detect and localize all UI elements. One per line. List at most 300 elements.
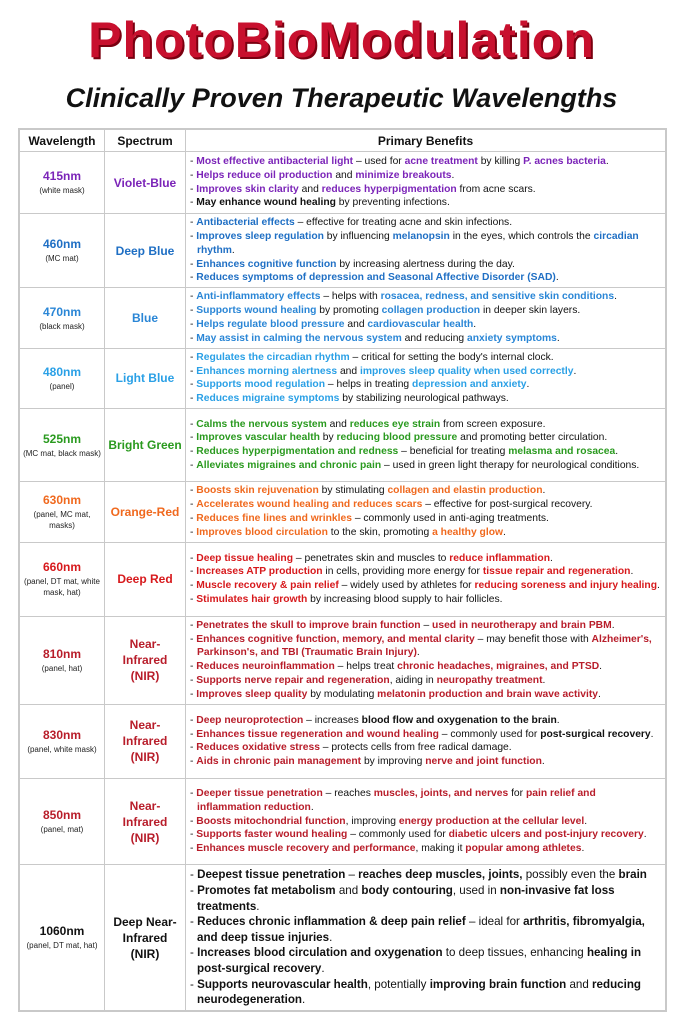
page-title: PhotoBioModulation <box>88 12 595 68</box>
bullet-dash: - <box>190 432 197 444</box>
benefit-text: by improving <box>361 756 426 768</box>
benefit-text: blood flow and oxygenation to the brain <box>361 714 557 726</box>
bullet-dash: - <box>190 183 197 195</box>
wavelength-cell <box>20 214 105 288</box>
bullet-dash: - <box>190 272 197 284</box>
benefit-text: post-surgical recovery <box>540 728 651 740</box>
benefit-item <box>189 258 662 272</box>
benefit-text: by stabilizing neurological pathways. <box>339 393 509 405</box>
benefit-text: . <box>615 446 619 458</box>
benefit-text: Reduces symptoms of depression and Seasonal Affective Disorder (SAD) <box>196 272 556 284</box>
benefit-item <box>189 155 662 169</box>
benefit-text: improves sleep quality when used correctly <box>359 365 574 377</box>
table-row <box>20 214 666 288</box>
benefit-text: for <box>508 788 526 800</box>
benefit-item <box>189 318 662 332</box>
bullet-dash: - <box>190 843 197 855</box>
bullet-dash: - <box>190 499 197 511</box>
bullet-dash: - <box>190 459 197 471</box>
spectrum-cell <box>105 214 186 288</box>
benefit-text: to the skin, promoting <box>327 526 433 538</box>
spectrum-label: Blue <box>131 311 158 325</box>
benefit-text: – <box>345 868 359 882</box>
wavelength-cell <box>20 482 105 542</box>
benefit-text: May assist in calming the nervous system <box>196 332 402 344</box>
benefit-text: . <box>643 829 647 841</box>
spectrum-label: Orange-Red <box>110 504 180 519</box>
benefit-text: Enhances muscle recovery and performance <box>196 843 416 855</box>
benefit-text: by increasing alertness during the day. <box>336 258 515 270</box>
benefit-text: Muscle recovery & pain relief <box>196 580 339 592</box>
bullet-dash: - <box>190 619 197 631</box>
benefit-text: . <box>584 815 588 827</box>
benefit-item <box>189 351 662 365</box>
bullet-dash: - <box>190 884 198 897</box>
bullet-dash: - <box>190 633 197 645</box>
benefit-text: in deeper skin layers. <box>480 305 581 317</box>
benefit-item <box>189 787 662 815</box>
benefit-text: – widely used by athletes for <box>338 580 475 592</box>
wavelength-cell <box>20 152 105 214</box>
bullet-dash: - <box>190 728 197 740</box>
bullet-dash: - <box>190 258 197 270</box>
bullet-dash: - <box>190 418 197 430</box>
benefit-text: . <box>416 647 420 659</box>
wavelength-value: 1060nm <box>39 924 85 939</box>
benefits-cell <box>186 409 666 482</box>
wavelength-value: 415nm <box>42 169 82 184</box>
wavelength-value: 460nm <box>42 237 82 252</box>
benefit-text: – effective for treating acne and skin infections. <box>294 217 513 229</box>
table-row <box>20 616 666 704</box>
benefit-item <box>189 332 662 346</box>
wavelength-value: 830nm <box>42 727 82 742</box>
benefit-item <box>189 216 662 230</box>
benefit-text: – helps in treating <box>325 379 413 391</box>
benefit-text: anxiety symptoms <box>467 332 557 344</box>
bullet-dash: - <box>190 593 197 605</box>
benefit-item <box>189 755 662 769</box>
benefit-text: – <box>420 619 433 631</box>
benefit-text: . <box>473 319 477 330</box>
benefit-text: arthritis, fibromyalgia, and deep tissue injuries <box>197 915 645 944</box>
benefit-text: – commonly used for <box>347 829 449 841</box>
benefit-text: by killing <box>477 155 524 167</box>
wavelength-value: 660nm <box>42 560 82 575</box>
benefit-text: Enhances cognitive function <box>196 258 337 270</box>
benefit-text: Increases blood circulation and oxygenation <box>197 946 443 960</box>
benefit-item <box>189 565 662 579</box>
benefit-text: Improves vascular health <box>196 432 320 444</box>
bullet-dash: - <box>190 351 197 363</box>
benefit-item <box>189 512 662 526</box>
wavelength-cell <box>20 778 105 864</box>
benefit-text: Deepest tissue penetration <box>197 868 346 882</box>
wavelength-device-note: (MC mat) <box>45 254 79 264</box>
benefit-text: cardiovascular health <box>367 319 474 330</box>
wavelength-cell <box>20 288 105 348</box>
bullet-dash: - <box>190 169 197 181</box>
benefit-text: circadian rhythm <box>197 231 639 256</box>
bullet-dash: - <box>190 688 197 700</box>
benefit-text: . <box>573 365 577 377</box>
benefit-text: body contouring <box>361 884 453 897</box>
bullet-dash: - <box>190 305 197 317</box>
bullet-dash: - <box>190 485 197 497</box>
benefit-text: . <box>256 899 260 913</box>
benefit-item <box>189 484 662 498</box>
bullet-dash: - <box>190 661 197 673</box>
wavelength-value: 470nm <box>42 304 82 319</box>
benefit-text: Improves sleep regulation <box>196 231 324 243</box>
benefit-text: Reduces fine lines and wrinkles <box>196 512 352 524</box>
benefit-item <box>189 183 662 197</box>
column-header-benefits: Primary Benefits <box>186 130 666 152</box>
benefit-text: diabetic ulcers and post-injury recovery <box>448 829 644 841</box>
benefit-item <box>189 828 662 842</box>
spectrum-cell <box>105 482 186 542</box>
benefit-text: Alzheimer's, Parkinson's, and TBI (Traumatic Brain Injury) <box>197 633 652 659</box>
benefit-item <box>189 741 662 755</box>
benefit-text: – protects cells from free radical damage. <box>319 742 512 754</box>
bullet-dash: - <box>190 197 197 209</box>
benefit-text: brain <box>618 868 647 882</box>
benefit-text: . <box>541 756 545 768</box>
benefit-text: to deep tissues, enhancing <box>442 946 587 960</box>
table-header-row <box>20 130 666 152</box>
spectrum-label: Near-Infrared (NIR) <box>122 637 168 684</box>
benefit-text: May enhance wound healing <box>196 197 336 209</box>
benefit-text: by promoting <box>316 305 382 317</box>
bullet-dash: - <box>190 815 197 827</box>
benefit-text: reduce inflammation <box>449 552 550 564</box>
benefit-item <box>189 619 662 633</box>
wavelength-value: 810nm <box>42 646 82 661</box>
benefit-text: Reduces migraine symptoms <box>196 393 340 405</box>
benefit-text: non-invasive fat loss treatments <box>197 884 615 913</box>
benefit-item <box>189 498 662 512</box>
benefit-text: reaches deep muscles, joints, <box>358 868 523 882</box>
benefit-text: Helps reduce oil production <box>196 169 333 181</box>
spectrum-label: Deep Red <box>117 572 173 587</box>
bullet-dash: - <box>190 365 197 377</box>
benefit-text: collagen and elastin production <box>387 485 543 497</box>
benefit-text: . <box>302 993 306 1007</box>
benefit-text: . <box>605 155 609 167</box>
benefit-item <box>189 660 662 674</box>
benefits-cell <box>186 865 666 1011</box>
benefit-text: by modulating <box>307 688 378 700</box>
table-row <box>20 152 666 214</box>
benefit-text: . <box>542 485 546 497</box>
benefit-text: , potentially <box>367 977 430 991</box>
benefit-item <box>189 365 662 379</box>
bullet-dash: - <box>190 946 198 960</box>
wavelength-value: 525nm <box>42 431 82 446</box>
benefit-item <box>189 728 662 742</box>
benefit-item <box>189 552 662 566</box>
benefit-text: P. acnes bacteria <box>523 155 606 167</box>
bullet-dash: - <box>190 155 197 167</box>
wavelength-device-note: (panel) <box>49 381 75 391</box>
benefit-text: . <box>611 619 615 631</box>
benefit-text: . <box>310 801 314 813</box>
wavelength-cell <box>20 865 105 1011</box>
wavelength-device-note: (black mask) <box>39 321 85 331</box>
benefit-text: – helps treat <box>334 661 398 673</box>
benefit-item <box>189 977 662 1008</box>
benefit-text: – commonly used for <box>438 728 541 740</box>
benefit-text: from screen exposure. <box>440 418 546 430</box>
benefit-item <box>189 579 662 593</box>
benefit-item <box>189 290 662 304</box>
spectrum-label: Near-Infrared (NIR) <box>122 798 168 845</box>
benefit-item <box>189 378 662 392</box>
bullet-dash: - <box>190 332 197 344</box>
benefit-text: . <box>555 272 559 284</box>
wavelength-value: 630nm <box>42 492 82 507</box>
benefit-text: Boosts skin rejuvenation <box>196 485 319 497</box>
benefit-text: Deep tissue healing <box>196 552 294 564</box>
benefit-text: . <box>321 961 325 975</box>
wavelength-value: 480nm <box>42 364 82 379</box>
benefit-text: by preventing infections. <box>335 197 450 209</box>
benefit-text: reduces eye strain <box>349 418 441 430</box>
spectrum-cell <box>105 409 186 482</box>
benefits-cell <box>186 214 666 288</box>
bullet-dash: - <box>190 756 197 768</box>
benefit-item <box>189 688 662 702</box>
benefit-text: Alleviates migraines and chronic pain <box>196 459 382 471</box>
benefit-text: – used in green light therapy for neurological conditions. <box>381 459 640 471</box>
benefit-text: – may benefit those with <box>474 633 592 645</box>
benefit-text: by stimulating <box>318 485 388 497</box>
benefit-text: in the eyes, which controls the <box>449 231 594 243</box>
spectrum-cell <box>105 704 186 778</box>
benefit-text: Supports neurovascular health <box>197 977 368 991</box>
table-row <box>20 409 666 482</box>
benefit-text: – beneficial for treating <box>398 446 509 458</box>
bullet-dash: - <box>190 319 197 330</box>
benefit-text: Deeper tissue penetration <box>196 788 323 800</box>
benefit-item <box>189 593 662 607</box>
benefit-text: Reduces neuroinflammation <box>196 661 335 673</box>
benefit-item <box>189 418 662 432</box>
wavelength-cell <box>20 616 105 704</box>
benefit-text: from acne scars. <box>456 183 536 195</box>
benefit-text: energy production at the cellular level <box>398 815 585 827</box>
wavelength-device-note: (MC mat, black mask) <box>23 448 101 458</box>
benefit-text: acne treatment <box>404 155 478 167</box>
benefit-text: Increases ATP production <box>196 566 323 578</box>
benefit-item <box>189 883 662 914</box>
benefit-text: Enhances morning alertness <box>196 365 338 377</box>
benefit-item <box>189 196 662 210</box>
benefit-text: , making it <box>415 843 466 855</box>
benefit-text: and <box>326 418 350 430</box>
benefit-text: reducing soreness and injury healing <box>474 580 657 592</box>
benefit-text: Supports faster wound healing <box>196 829 348 841</box>
benefits-cell <box>186 704 666 778</box>
benefit-item <box>189 714 662 728</box>
benefit-text: . <box>556 714 560 726</box>
benefit-item <box>189 674 662 688</box>
wavelength-device-note: (panel, white mask) <box>27 744 97 754</box>
spectrum-label: Bright Green <box>108 438 182 453</box>
benefit-text: melasma and rosacea <box>508 446 616 458</box>
bullet-dash: - <box>190 915 198 929</box>
wavelength-table <box>18 128 667 1012</box>
bullet-dash: - <box>190 291 197 303</box>
bullet-dash: - <box>190 675 197 687</box>
benefit-item <box>189 304 662 318</box>
bullet-dash: - <box>190 868 198 882</box>
benefit-text: – effective for post-surgical recovery. <box>422 499 593 511</box>
column-header-wavelength: Wavelength <box>20 130 105 152</box>
wavelength-value: 850nm <box>42 808 82 823</box>
benefit-text: Improves blood circulation <box>196 526 328 538</box>
bullet-dash: - <box>190 512 197 524</box>
benefits-cell <box>186 348 666 408</box>
benefit-text: Improves skin clarity <box>196 183 299 195</box>
page-subtitle: Clinically Proven Therapeutic Wavelengths <box>65 83 618 113</box>
benefit-text: Accelerates wound healing and reduces scars <box>196 499 423 511</box>
benefit-item <box>189 914 662 945</box>
benefit-item <box>189 392 662 406</box>
bullet-dash: - <box>190 552 197 564</box>
spectrum-label: Deep Near-Infrared (NIR) <box>113 914 177 961</box>
benefit-text: Reduces chronic inflammation & deep pain relief <box>197 915 466 929</box>
benefit-text: reducing blood pressure <box>336 432 458 444</box>
benefit-text: Most effective antibacterial light <box>196 155 354 167</box>
benefit-text: Improves sleep quality <box>196 688 308 700</box>
bullet-dash: - <box>190 231 197 243</box>
wavelength-device-note: (panel, DT mat, white mask, hat) <box>24 577 100 598</box>
benefit-text: chronic headaches, migraines, and PTSD <box>397 661 600 673</box>
benefit-text: by influencing <box>323 231 393 243</box>
spectrum-cell <box>105 778 186 864</box>
benefit-text: . <box>526 379 530 391</box>
table-row <box>20 542 666 616</box>
benefit-item <box>189 445 662 459</box>
benefit-text: Reduces oxidative stress <box>196 742 320 754</box>
benefit-text: . <box>599 661 603 673</box>
benefit-text: Penetrates the skull to improve brain function <box>196 619 421 631</box>
benefit-text: – used for <box>353 155 405 167</box>
benefits-cell <box>186 288 666 348</box>
bullet-dash: - <box>190 446 197 458</box>
benefit-text: . <box>630 566 634 578</box>
spectrum-cell <box>105 542 186 616</box>
bullet-dash: - <box>190 580 197 592</box>
wavelength-cell <box>20 348 105 408</box>
benefit-text: Promotes fat metabolism <box>197 884 336 897</box>
bullet-dash: - <box>190 217 197 229</box>
bullet-dash: - <box>190 788 197 800</box>
wavelength-device-note: (white mask) <box>39 186 85 196</box>
benefit-item <box>189 945 662 976</box>
benefit-text: . <box>598 688 601 700</box>
benefit-text: reduces hyperpigmentation <box>321 183 457 195</box>
benefit-text: by <box>319 432 337 444</box>
benefit-text: – reaches <box>322 788 374 800</box>
benefit-item <box>189 842 662 856</box>
bullet-dash: - <box>190 566 197 578</box>
benefit-text: minimize breakouts <box>355 169 452 181</box>
benefit-text: – ideal for <box>465 915 524 929</box>
benefit-text: and <box>344 319 368 330</box>
benefit-item <box>189 169 662 183</box>
benefits-cell <box>186 778 666 864</box>
spectrum-cell <box>105 348 186 408</box>
benefit-text: , aiding in <box>389 675 437 687</box>
table-row <box>20 865 666 1011</box>
bullet-dash: - <box>190 526 197 538</box>
benefit-text: depression and anxiety <box>412 379 527 391</box>
spectrum-label: Violet-Blue <box>113 175 177 190</box>
benefit-text: and <box>332 169 356 181</box>
benefit-item <box>189 230 662 258</box>
benefit-item <box>189 815 662 829</box>
benefit-item <box>189 526 662 540</box>
spectrum-cell <box>105 288 186 348</box>
wavelength-cell <box>20 409 105 482</box>
wavelength-device-note: (panel, hat) <box>41 663 83 673</box>
table-row <box>20 288 666 348</box>
wavelength-device-note: (panel, DT mat, hat) <box>26 941 98 951</box>
bullet-dash: - <box>190 393 197 405</box>
benefit-text: . <box>549 552 553 564</box>
wavelength-device-note: (panel, mat) <box>40 825 84 835</box>
benefit-text: possibly even the <box>522 868 619 882</box>
benefit-text: muscles, joints, and nerves <box>373 788 509 800</box>
benefit-text: , improving <box>345 815 399 827</box>
benefit-text: Anti-inflammatory effects <box>196 291 321 303</box>
benefit-text: popular among athletes <box>465 843 582 855</box>
benefit-text: Regulates the circadian rhythm <box>196 351 350 363</box>
bullet-dash: - <box>190 714 197 726</box>
benefit-text: rosacea, redness, and sensitive skin conditions <box>380 291 615 303</box>
benefit-text: melatonin production and brain wave activity <box>377 688 599 700</box>
benefit-text: and <box>298 183 322 195</box>
benefits-cell <box>186 152 666 214</box>
benefit-text: . <box>614 291 617 303</box>
benefit-text: used in neurotherapy and brain PBM <box>432 619 612 631</box>
spectrum-cell <box>105 152 186 214</box>
benefit-text: neuropathy treatment <box>436 675 543 687</box>
spectrum-label: Deep Blue <box>115 243 175 258</box>
benefit-text: . <box>329 930 333 944</box>
table-row <box>20 348 666 408</box>
benefit-text: Aids in chronic pain management <box>196 756 362 768</box>
benefits-cell <box>186 482 666 542</box>
benefit-text: . <box>451 169 455 181</box>
benefit-text: Deep neuroprotection <box>196 714 304 726</box>
benefits-cell <box>186 542 666 616</box>
benefit-text: Supports mood regulation <box>196 379 326 391</box>
table-row <box>20 482 666 542</box>
bullet-dash: - <box>190 829 197 841</box>
benefit-text: – commonly used in anti-aging treatments. <box>351 512 549 524</box>
benefit-text: . <box>581 843 585 855</box>
benefit-item <box>189 633 662 661</box>
benefit-text: – increases <box>303 714 362 726</box>
benefit-text: nerve and joint function <box>425 756 542 768</box>
benefit-text: – critical for setting the body's internal clock. <box>349 351 554 363</box>
table-row <box>20 704 666 778</box>
benefit-text: and reducing <box>401 332 468 344</box>
benefit-text: and <box>335 884 362 897</box>
